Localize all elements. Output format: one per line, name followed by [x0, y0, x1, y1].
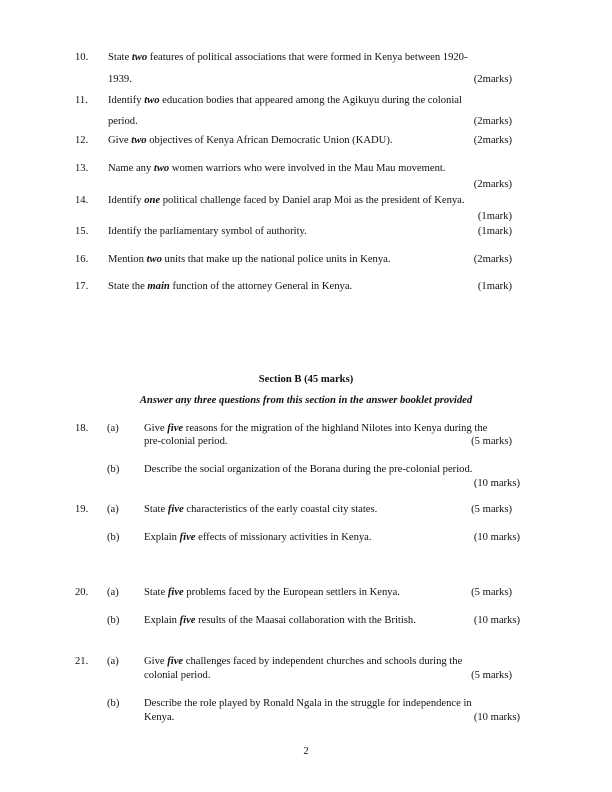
question-text	[108, 225, 307, 238]
emphasis: five	[167, 587, 184, 598]
question-number: 11.	[75, 95, 88, 106]
text: education bodies that appeared among the Agikuyu during the colonial	[159, 95, 462, 106]
text: challenges faced by independent churches and schools during the	[183, 656, 463, 667]
emphasis: five	[179, 615, 196, 626]
question-text	[108, 162, 445, 175]
question-text-continued: period.	[108, 116, 138, 127]
part-label: (b)	[107, 615, 120, 626]
text: State the	[108, 281, 148, 292]
text: Explain	[144, 532, 180, 543]
page-number: 2	[303, 746, 309, 757]
part-text	[144, 655, 462, 668]
question-number: 10.	[75, 52, 89, 63]
text: women warriors who were involved in the Mau Mau movement.	[169, 163, 446, 174]
text: State	[144, 587, 168, 598]
part-marks: (5 marks)	[471, 587, 512, 598]
part-text-continued: pre-colonial period.	[144, 436, 228, 447]
question-number: 19.	[75, 504, 89, 515]
question-marks: (1mark)	[477, 226, 512, 237]
question-number: 15.	[75, 226, 89, 237]
part-text	[144, 463, 472, 476]
text: effects of missionary activities in Kenya.	[195, 532, 372, 543]
part-marks: (10 marks)	[473, 478, 520, 489]
text: State	[144, 504, 168, 515]
text: Identify	[108, 95, 145, 106]
part-text	[144, 531, 372, 544]
part-marks: (10 marks)	[473, 532, 520, 543]
emphasis: five	[179, 532, 196, 543]
section-b-title: Section B (45 marks)	[258, 374, 354, 385]
part-label: (b)	[107, 532, 120, 543]
text: Identify the parliamentary symbol of authority.	[108, 226, 307, 237]
part-text	[144, 422, 487, 435]
question-text	[108, 94, 462, 107]
part-label: (a)	[107, 504, 119, 515]
emphasis: one	[144, 195, 161, 206]
part-marks: (5 marks)	[471, 436, 512, 447]
emphasis: two	[131, 52, 148, 63]
part-label: (b)	[107, 698, 120, 709]
part-marks: (5 marks)	[471, 670, 512, 681]
question-number: 14.	[75, 195, 89, 206]
text: Explain	[144, 615, 180, 626]
part-text	[144, 697, 472, 710]
question-text	[108, 51, 468, 64]
part-label: (a)	[107, 656, 119, 667]
question-text	[108, 253, 390, 266]
question-text	[108, 194, 465, 207]
question-text-continued: 1939.	[108, 74, 132, 85]
part-marks: (10 marks)	[473, 615, 520, 626]
question-number: 16.	[75, 254, 89, 265]
part-text	[144, 614, 416, 627]
text: function of the attorney General in Kenya.	[169, 281, 353, 292]
text: Name any	[108, 163, 154, 174]
text: Identify	[108, 195, 145, 206]
part-marks: (10 marks)	[473, 712, 520, 723]
question-marks: (2marks)	[473, 135, 512, 146]
question-marks: (2marks)	[473, 116, 512, 127]
emphasis: two	[146, 254, 162, 265]
question-marks: (2marks)	[473, 254, 512, 265]
emphasis: five	[167, 504, 184, 515]
text: Describe the role played by Ronald Ngala in the struggle for independence in	[144, 698, 472, 709]
question-number: 17.	[75, 281, 89, 292]
emphasis: two	[144, 95, 160, 106]
text: political challenge faced by Daniel arap Moi as the president of Kenya.	[160, 195, 465, 206]
text: characteristics of the early coastal city states.	[183, 504, 378, 515]
part-label: (b)	[107, 464, 120, 475]
part-marks: (5 marks)	[471, 504, 512, 515]
text: units that make up the national police units in Kenya.	[161, 254, 391, 265]
text: objectives of Kenya African Democratic Union (KADU).	[146, 135, 393, 146]
text: Mention	[108, 254, 147, 265]
emphasis: two	[131, 135, 147, 146]
question-text	[108, 280, 352, 293]
question-number: 20.	[75, 587, 89, 598]
text: Describe the social organization of the Borana during the pre-colonial period.	[144, 464, 473, 475]
emphasis: five	[167, 656, 184, 667]
text: reasons for the migration of the highland Nilotes into Kenya during the	[183, 423, 488, 434]
question-number: 12.	[75, 135, 89, 146]
text: problems faced by the European settlers in Kenya.	[183, 587, 400, 598]
emphasis: main	[147, 281, 170, 292]
question-number: 21.	[75, 656, 89, 667]
part-text-continued: colonial period.	[144, 670, 211, 681]
question-marks: (1mark)	[477, 211, 512, 222]
text: Give	[144, 423, 168, 434]
part-text	[144, 586, 400, 599]
part-text	[144, 503, 377, 516]
text: Give	[144, 656, 168, 667]
question-number: 13.	[75, 163, 89, 174]
question-marks: (1mark)	[477, 281, 512, 292]
text: Give	[108, 135, 132, 146]
text: results of the Maasai collaboration with the British.	[195, 615, 416, 626]
emphasis: five	[167, 423, 184, 434]
part-text-continued: Kenya.	[144, 712, 175, 723]
emphasis: two	[153, 163, 170, 174]
part-label: (a)	[107, 423, 119, 434]
question-text	[108, 134, 393, 147]
text: features of political associations that were formed in Kenya between 1920-	[147, 52, 468, 63]
text: State	[108, 52, 132, 63]
question-marks: (2marks)	[473, 74, 512, 85]
question-marks: (2marks)	[473, 179, 512, 190]
question-number: 18.	[75, 423, 89, 434]
section-b-instruction: Answer any three questions from this section in the answer booklet provided	[139, 395, 473, 406]
part-label: (a)	[107, 587, 119, 598]
